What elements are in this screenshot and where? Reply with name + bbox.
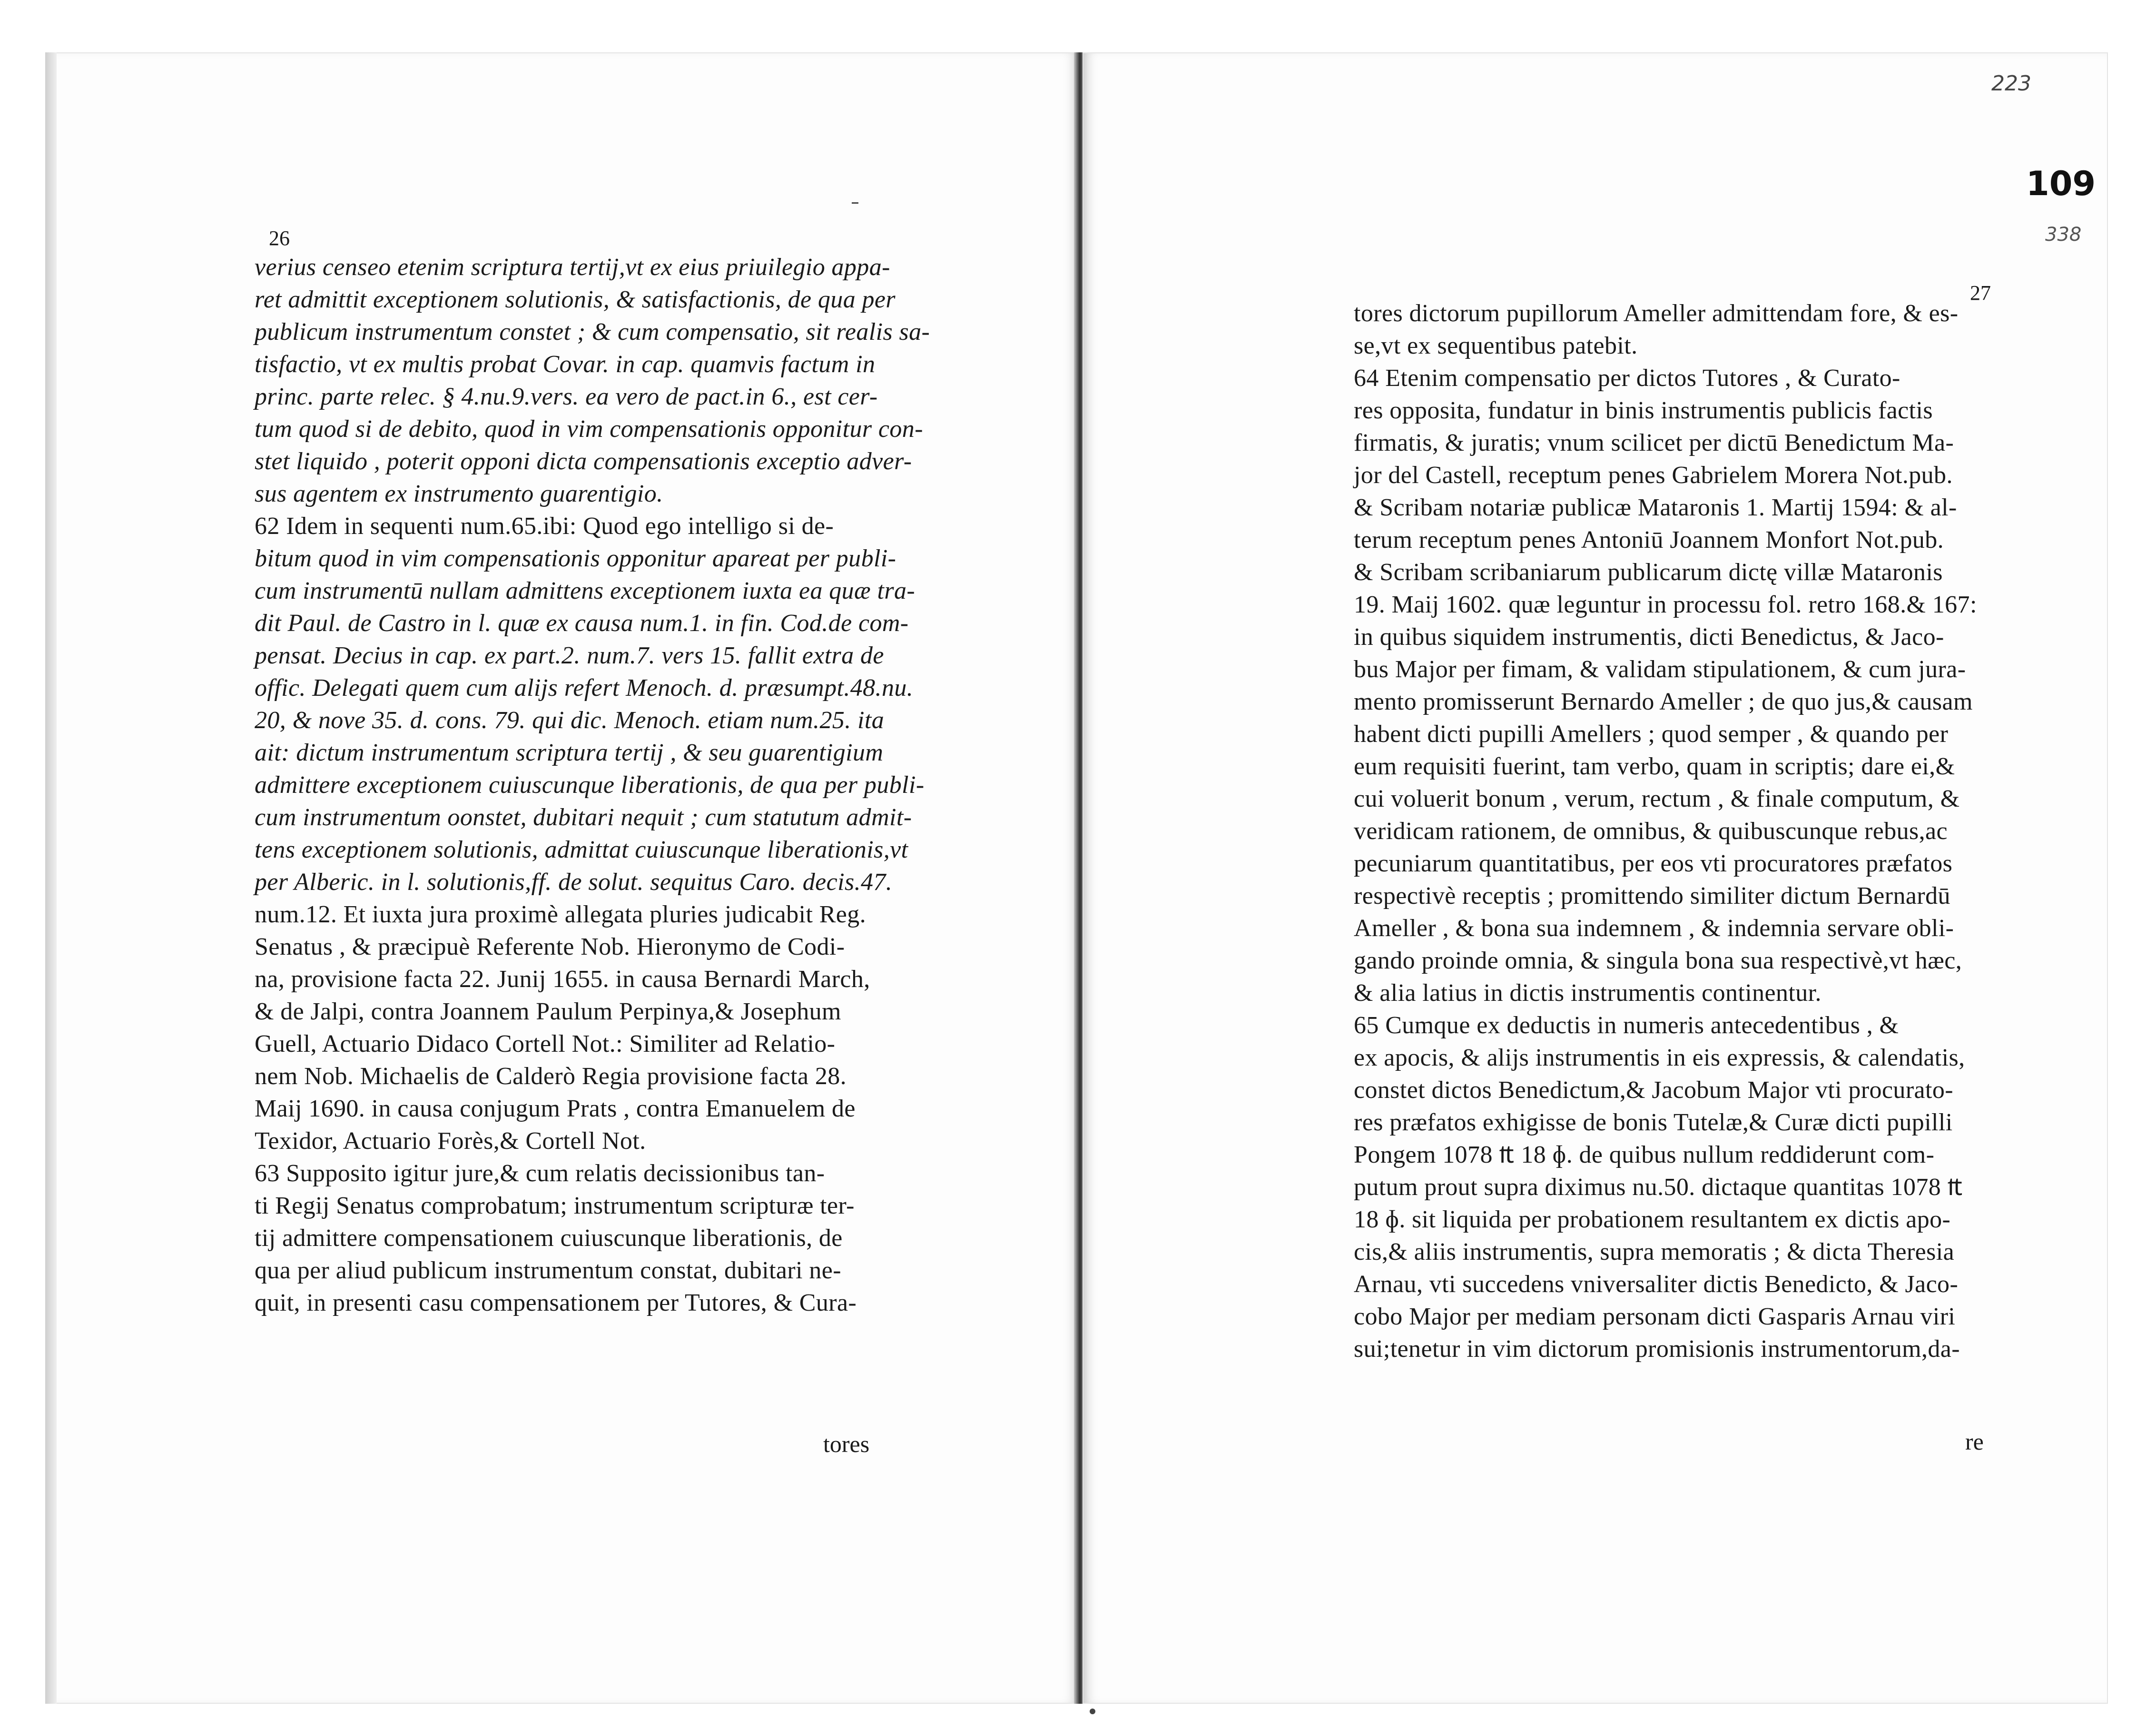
- left-page-line: admittere exceptionem cuiuscunque liberationis, de qua per publi-: [255, 771, 925, 799]
- right-page-line: firmatis, & juratis; vnum scilicet per dictū Benedictum Ma-: [1354, 429, 1954, 456]
- left-page-line: tij admittere compensationem cuiuscunque liberationis, de: [255, 1225, 843, 1252]
- right-page-line: & alia latius in dictis instrumentis continentur.: [1354, 979, 1821, 1007]
- left-page-line: tum quod si de debito, quod in vim compensationis opponitur con-: [255, 415, 923, 443]
- left-page-line: stet liquido , poterit opponi dicta compensationis exceptio adver-: [255, 448, 912, 475]
- left-page-line: tens exceptionem solutionis, admittat cuiuscunque liberationis,vt: [255, 836, 908, 863]
- left-page-line: verius censeo etenim scriptura tertij,vt ex eius priuilegio appa-: [255, 254, 890, 281]
- left-page-line: na, provisione facta 22. Junij 1655. in causa Bernardi March,: [255, 966, 870, 993]
- left-page-line: & de Jalpi, contra Joannem Paulum Perpinya,& Josephum: [255, 998, 841, 1025]
- binding-mark: [1090, 1709, 1095, 1714]
- right-page-line: habent dicti pupilli Amellers ; quod semper , & quando per: [1354, 721, 1949, 748]
- left-page-line: 20, & nove 35. d. cons. 79. qui dic. Menoch. etiam num.25. ita: [255, 707, 885, 734]
- ink-speck: [852, 202, 858, 204]
- left-page-line: per Alberic. in l. solutionis,ff. de solut. sequitus Caro. decis.47.: [255, 869, 893, 896]
- right-page-line: cui voluerit bonum , verum, rectum , & finale computum, &: [1354, 785, 1960, 812]
- right-page-line: tores dictorum pupillorum Ameller admittendam fore, & es-: [1354, 300, 1959, 327]
- left-page-line: cum instrumentū nullam admittens exceptionem iuxta ea quæ tra-: [255, 577, 916, 604]
- right-page-line: terum receptum penes Antoniū Joannem Monfort Not.pub.: [1354, 526, 1944, 553]
- right-page-line: jor del Castell, receptum penes Gabrielem Morera Not.pub.: [1354, 462, 1953, 489]
- left-page-line: tisfactio, vt ex multis probat Covar. in cap. quamvis factum in: [255, 351, 876, 378]
- right-page-line: eum requisiti fuerint, tam verbo, quam in scriptis; dare ei,&: [1354, 753, 1955, 780]
- left-page-line: qua per aliud publicum instrumentum constat, dubitari ne-: [255, 1257, 841, 1284]
- right-page-line: res præfatos exhigisse de bonis Tutelæ,& Curæ dicti pupilli: [1354, 1109, 1953, 1136]
- right-page-line: cobo Major per mediam personam dicti Gasparis Arnau viri: [1354, 1303, 1956, 1330]
- left-page: [45, 52, 1078, 1704]
- left-page-line: Guell, Actuario Didaco Cortell Not.: Similiter ad Relatio-: [255, 1030, 836, 1057]
- right-page-line: in quibus siquidem instrumentis, dicti Benedictus, & Jaco-: [1354, 623, 1944, 651]
- left-page-text: [255, 251, 997, 1319]
- right-page-line: & Scribam notariæ publicæ Mataronis 1. Martij 1594: & al-: [1354, 494, 1957, 521]
- right-page-line: mento promisserunt Bernardo Ameller ; de quo jus,& causam: [1354, 688, 1973, 715]
- left-page-line: publicum instrumentum constet ; & cum compensatio, sit realis sa-: [255, 318, 930, 346]
- left-page-line: 63 Supposito igitur jure,& cum relatis decissionibus tan-: [255, 1160, 825, 1187]
- right-page-text: [1354, 297, 2048, 1365]
- left-page-line: ait: dictum instrumentum scriptura tertij , & seu guarentigium: [255, 739, 884, 766]
- right-page-line: gando proinde omnia, & singula bona sua respectivè,vt hæc,: [1354, 947, 1962, 974]
- right-page-line: cis,& aliis instrumentis, supra memoratis ; & dicta Theresia: [1354, 1238, 1955, 1265]
- left-page-line: bitum quod in vim compensationis opponitur apareat per publi-: [255, 545, 896, 572]
- left-page-line: Texidor, Actuario Forès,& Cortell Not.: [255, 1127, 646, 1155]
- right-page-line: 65 Cumque ex deductis in numeris antecedentibus , &: [1354, 1012, 1899, 1039]
- left-page-line: nem Nob. Michaelis de Calderò Regia provisione facta 28.: [255, 1063, 847, 1090]
- right-page-line: bus Major per fimam, & validam stipulationem, & cum jura-: [1354, 656, 1966, 683]
- right-page-line: Pongem 1078 ₶ 18 ɸ. de quibus nullum reddiderunt com-: [1354, 1141, 1935, 1168]
- left-page-line: pensat. Decius in cap. ex part.2. num.7. vers 15. fallit extra de: [255, 642, 884, 669]
- left-page-line: num.12. Et iuxta jura proximè allegata pluries judicabit Reg.: [255, 901, 866, 928]
- folio-number: 109: [2026, 164, 2096, 203]
- right-page-line: 19. Maij 1602. quæ leguntur in processu fol. retro 168.& 167:: [1354, 591, 1977, 618]
- left-page-line: 62 Idem in sequenti num.65.ibi: Quod ego intelligo si de-: [255, 513, 834, 540]
- left-page-line: cum instrumentum oonstet, dubitari nequit ; cum statutum admit-: [255, 804, 912, 831]
- right-page-line: & Scribam scribaniarum publicarum dictę villæ Mataronis: [1354, 559, 1943, 586]
- right-page-line: respectivè receptis ; promittendo similiter dictum Bernardū: [1354, 882, 1950, 909]
- right-page-number: 27: [1970, 281, 1991, 305]
- right-page-line: veridicam rationem, de omnibus, & quibuscunque rebus,ac: [1354, 818, 1948, 845]
- left-page-line: sus agentem ex instrumento guarentigio.: [255, 480, 663, 507]
- right-page-line: putum prout supra diximus nu.50. dictaque quantitas 1078 ₶: [1354, 1174, 1963, 1201]
- right-page-line: Ameller , & bona sua indemnem , & indemnia servare obli-: [1354, 915, 1954, 942]
- right-page-line: se,vt ex sequentibus patebit.: [1354, 332, 1638, 359]
- right-page: [1083, 52, 2108, 1704]
- left-page-line: quit, in presenti casu compensationem per Tutores, & Cura-: [255, 1289, 857, 1316]
- right-page-line: pecuniarum quantitatibus, per eos vti procuratores præfatos: [1354, 850, 1953, 877]
- left-page-number: 26: [269, 227, 290, 250]
- left-page-line: offic. Delegati quem cum alijs refert Menoch. d. præsumpt.48.nu.: [255, 674, 914, 701]
- right-catchword: re: [1965, 1428, 1984, 1455]
- right-page-line: Arnau, vti succedens vniversaliter dictis Benedicto, & Jaco-: [1354, 1271, 1959, 1298]
- right-page-line: ex apocis, & alijs instrumentis in eis expressis, & calendatis,: [1354, 1044, 1965, 1071]
- left-page-line: ti Regij Senatus comprobatum; instrumentum scripturæ ter-: [255, 1192, 855, 1219]
- right-page-line: sui;tenetur in vim dictorum promisionis instrumentorum,da-: [1354, 1335, 1960, 1363]
- left-page-line: Senatus , & præcipuè Referente Nob. Hieronymo de Codi-: [255, 933, 845, 960]
- left-page-line: Maij 1690. in causa conjugum Prats , contra Emanuelem de: [255, 1095, 856, 1122]
- left-page-edge: [45, 52, 57, 1704]
- left-page-line: dit Paul. de Castro in l. quæ ex causa num.1. in fin. Cod.de com-: [255, 610, 909, 637]
- left-catchword: tores: [823, 1431, 870, 1457]
- book-spread: [45, 52, 2108, 1704]
- left-page-line: princ. parte relec. § 4.nu.9.vers. ea vero de pact.in 6., est cer-: [255, 383, 878, 410]
- right-page-line: 64 Etenim compensatio per dictos Tutores , & Curato-: [1354, 365, 1900, 392]
- right-page-line: res opposita, fundatur in binis instrumentis publicis factis: [1354, 397, 1933, 424]
- left-page-line: ret admittit exceptionem solutionis, & satisfactionis, de qua per: [255, 286, 896, 313]
- right-page-line: 18 ɸ. sit liquida per probationem resultantem ex dictis apo-: [1354, 1206, 1951, 1233]
- pencil-note: 223: [1991, 71, 2031, 96]
- right-page-line: constet dictos Benedictum,& Jacobum Major vti procurato-: [1354, 1077, 1953, 1104]
- small-pencil-note: 338: [2045, 224, 2082, 246]
